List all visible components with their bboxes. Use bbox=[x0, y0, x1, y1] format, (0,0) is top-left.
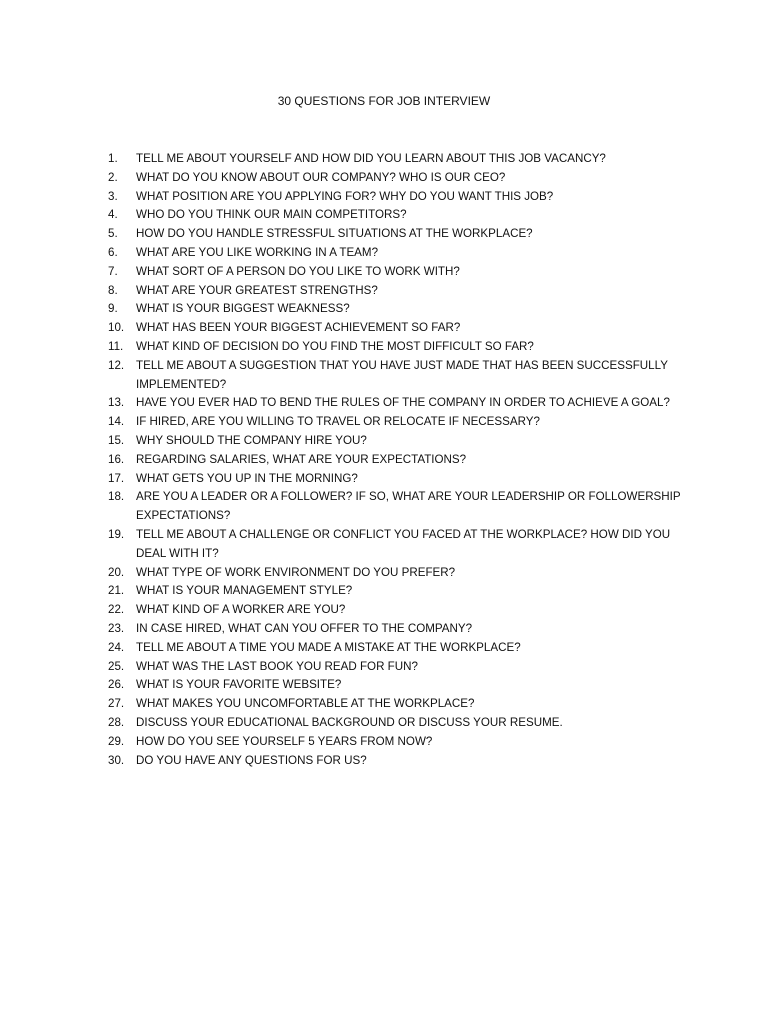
question-number: 23. bbox=[108, 621, 125, 635]
list-item bbox=[108, 282, 688, 301]
list-item bbox=[108, 319, 688, 338]
document-title: 30 QUESTIONS FOR JOB INTERVIEW bbox=[277, 94, 491, 108]
question-text: TELL ME ABOUT A SUGGESTION THAT YOU HAVE JUST MADE THAT HAS BEEN SUCCESSFULLY IMPLEMENTED? bbox=[136, 358, 668, 391]
list-item bbox=[108, 338, 688, 357]
question-number: 12. bbox=[108, 358, 125, 372]
question-text: HOW DO YOU HANDLE STRESSFUL SITUATIONS AT THE WORKPLACE? bbox=[136, 227, 533, 241]
list-item bbox=[108, 394, 688, 413]
list-item bbox=[108, 752, 688, 771]
question-number: 27. bbox=[108, 697, 125, 711]
question-text: WHO DO YOU THINK OUR MAIN COMPETITORS? bbox=[136, 208, 407, 222]
question-number: 15. bbox=[108, 433, 125, 447]
question-text: WHAT SORT OF A PERSON DO YOU LIKE TO WORK WITH? bbox=[136, 264, 460, 278]
question-number: 22. bbox=[108, 603, 125, 617]
question-text: DISCUSS YOUR EDUCATIONAL BACKGROUND OR DISCUSS YOUR RESUME. bbox=[136, 715, 563, 729]
question-number: 20. bbox=[108, 565, 125, 579]
list-item bbox=[108, 244, 688, 263]
question-number: 18. bbox=[108, 490, 125, 504]
list-item bbox=[108, 225, 688, 244]
question-text: WHAT ARE YOU LIKE WORKING IN A TEAM? bbox=[136, 245, 379, 259]
question-number: 9. bbox=[108, 302, 118, 316]
question-text: HOW DO YOU SEE YOURSELF 5 YEARS FROM NOW? bbox=[136, 734, 433, 748]
question-number: 14. bbox=[108, 415, 125, 429]
question-number: 5. bbox=[108, 227, 118, 241]
question-text: WHY SHOULD THE COMPANY HIRE YOU? bbox=[136, 433, 367, 447]
question-number: 25. bbox=[108, 659, 125, 673]
list-item bbox=[108, 470, 688, 489]
question-number: 30. bbox=[108, 753, 125, 767]
list-item bbox=[108, 188, 688, 207]
list-item bbox=[108, 357, 688, 395]
question-number: 13. bbox=[108, 396, 125, 410]
question-text: WHAT DO YOU KNOW ABOUT OUR COMPANY? WHO IS OUR CEO? bbox=[136, 170, 506, 184]
question-text: WHAT IS YOUR FAVORITE WEBSITE? bbox=[136, 678, 342, 692]
list-item bbox=[108, 582, 688, 601]
list-item bbox=[108, 658, 688, 677]
question-number: 28. bbox=[108, 715, 125, 729]
question-number: 21. bbox=[108, 584, 125, 598]
question-text: WHAT IS YOUR MANAGEMENT STYLE? bbox=[136, 584, 353, 598]
question-number: 17. bbox=[108, 471, 125, 485]
question-text: WHAT ARE YOUR GREATEST STRENGTHS? bbox=[136, 283, 378, 297]
list-item bbox=[108, 526, 688, 564]
question-text: WHAT WAS THE LAST BOOK YOU READ FOR FUN? bbox=[136, 659, 418, 673]
question-text: DO YOU HAVE ANY QUESTIONS FOR US? bbox=[136, 753, 367, 767]
question-number: 2. bbox=[108, 170, 118, 184]
list-item bbox=[108, 206, 688, 225]
question-number: 24. bbox=[108, 640, 125, 654]
question-text: WHAT MAKES YOU UNCOMFORTABLE AT THE WORKPLACE? bbox=[136, 697, 475, 711]
question-number: 19. bbox=[108, 527, 125, 541]
list-item bbox=[108, 714, 688, 733]
question-number: 1. bbox=[108, 152, 118, 165]
question-text: WHAT TYPE OF WORK ENVIRONMENT DO YOU PREFER? bbox=[136, 565, 456, 579]
list-item bbox=[108, 733, 688, 752]
question-number: 26. bbox=[108, 678, 125, 692]
list-item bbox=[108, 620, 688, 639]
question-text: IF HIRED, ARE YOU WILLING TO TRAVEL OR RELOCATE IF NECESSARY? bbox=[136, 415, 540, 429]
list-item bbox=[108, 676, 688, 695]
question-number: 8. bbox=[108, 283, 118, 297]
question-number: 29. bbox=[108, 734, 125, 748]
question-number: 6. bbox=[108, 245, 118, 259]
question-number: 16. bbox=[108, 452, 125, 466]
list-item bbox=[108, 263, 688, 282]
question-text: HAVE YOU EVER HAD TO BEND THE RULES OF THE COMPANY IN ORDER TO ACHIEVE A GOAL? bbox=[136, 396, 670, 410]
list-item bbox=[108, 413, 688, 432]
list-item bbox=[108, 564, 688, 583]
question-text: TELL ME ABOUT A TIME YOU MADE A MISTAKE AT THE WORKPLACE? bbox=[136, 640, 521, 654]
question-text: TELL ME ABOUT YOURSELF AND HOW DID YOU LEARN ABOUT THIS JOB VACANCY? bbox=[136, 152, 606, 165]
question-text: WHAT IS YOUR BIGGEST WEAKNESS? bbox=[136, 302, 350, 316]
question-text: IN CASE HIRED, WHAT CAN YOU OFFER TO THE COMPANY? bbox=[136, 621, 473, 635]
question-text: WHAT KIND OF A WORKER ARE YOU? bbox=[136, 603, 346, 617]
question-text: WHAT KIND OF DECISION DO YOU FIND THE MOST DIFFICULT SO FAR? bbox=[136, 339, 534, 353]
question-text: REGARDING SALARIES, WHAT ARE YOUR EXPECTATIONS? bbox=[136, 452, 467, 466]
question-text: TELL ME ABOUT A CHALLENGE OR CONFLICT YOU FACED AT THE WORKPLACE? HOW DID YOU DEAL WITH IT? bbox=[136, 527, 671, 560]
question-number: 7. bbox=[108, 264, 118, 278]
list-item bbox=[108, 695, 688, 714]
question-text: WHAT HAS BEEN YOUR BIGGEST ACHIEVEMENT SO FAR? bbox=[136, 321, 461, 335]
question-text: WHAT POSITION ARE YOU APPLYING FOR? WHY DO YOU WANT THIS JOB? bbox=[136, 189, 554, 203]
question-number: 3. bbox=[108, 189, 118, 203]
question-number: 11. bbox=[108, 339, 124, 353]
question-number: 10. bbox=[108, 321, 125, 335]
list-item bbox=[108, 432, 688, 451]
question-text: ARE YOU A LEADER OR A FOLLOWER? IF SO, WHAT ARE YOUR LEADERSHIP OR FOLLOWERSHIP EXPECTATIONS? bbox=[136, 490, 681, 523]
question-list bbox=[108, 150, 688, 770]
question-text: WHAT GETS YOU UP IN THE MORNING? bbox=[136, 471, 358, 485]
list-item bbox=[108, 150, 688, 169]
list-item bbox=[108, 488, 688, 526]
list-item bbox=[108, 169, 688, 188]
list-item bbox=[108, 451, 688, 470]
question-number: 4. bbox=[108, 208, 118, 222]
list-item bbox=[108, 601, 688, 620]
list-item bbox=[108, 300, 688, 319]
list-item bbox=[108, 639, 688, 658]
